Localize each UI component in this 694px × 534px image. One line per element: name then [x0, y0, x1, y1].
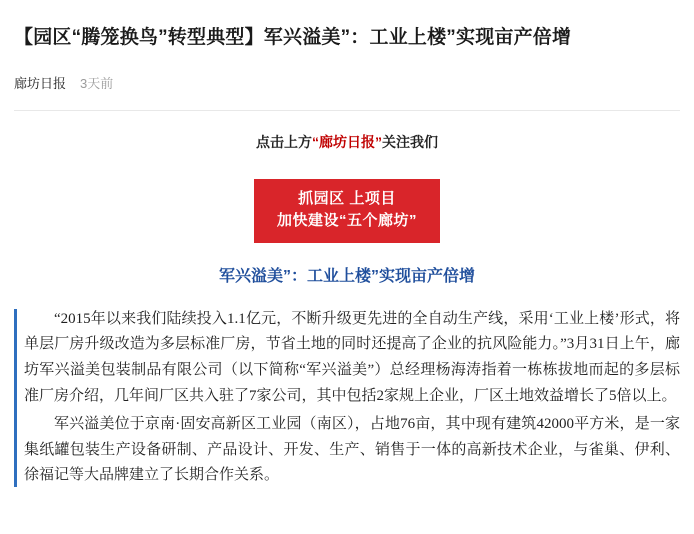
slogan-line-1: 抓园区 上项目 — [298, 189, 396, 207]
header-divider — [14, 110, 680, 111]
slogan-line-2: 加快建设“五个廊坊” — [276, 212, 417, 230]
follow-prompt-suffix: 关注我们 — [382, 134, 438, 151]
follow-prompt-account[interactable]: “廊坊日报” — [312, 134, 382, 151]
article-body — [0, 133, 694, 489]
article-source[interactable]: 廊坊日报 — [14, 76, 67, 92]
slogan-banner — [254, 179, 440, 243]
article-content — [14, 307, 680, 490]
article-timestamp: 3天前 — [80, 76, 114, 92]
sub-headline: 军兴溢美”：工业上楼”实现亩产倍增 — [218, 267, 475, 285]
page-title: 【园区“腾笼换鸟”转型典型】军兴溢美”：工业上楼”实现亩产倍增 — [14, 26, 572, 48]
paragraph: “2015年以来我们陆续投入1.1亿元，不断升级更先进的全自动生产线，采用‘工业上楼’形式，将单层厂房升级改造为多层标准厂房，节省土地的同时还提高了企业的抗风险能力。”3月31日上午，廊坊军兴溢美包装制品有限公司（以下简称“军兴溢美”）总经理杨海涛指着一栋栋拔地而起的多层标准厂房介绍，几年间厂区共入驻了7家公司，其中包括2家规上企业，厂区土地效益增长了5倍以上。 — [24, 310, 680, 405]
follow-prompt — [14, 133, 680, 153]
article-page — [0, 13, 694, 534]
paragraph: 军兴溢美位于京南·固安高新区工业园（南区），占地76亩，其中现有建筑42000平方米，是一家集纸罐包装生产设备研制、产品设计、开发、生产、销售于一体的高新技术企业，与雀巢、伊利、徐福记等大品牌建立了长期合作关系。 — [24, 415, 680, 484]
follow-prompt-prefix: 点击上方 — [256, 134, 312, 151]
article-meta — [0, 63, 694, 92]
